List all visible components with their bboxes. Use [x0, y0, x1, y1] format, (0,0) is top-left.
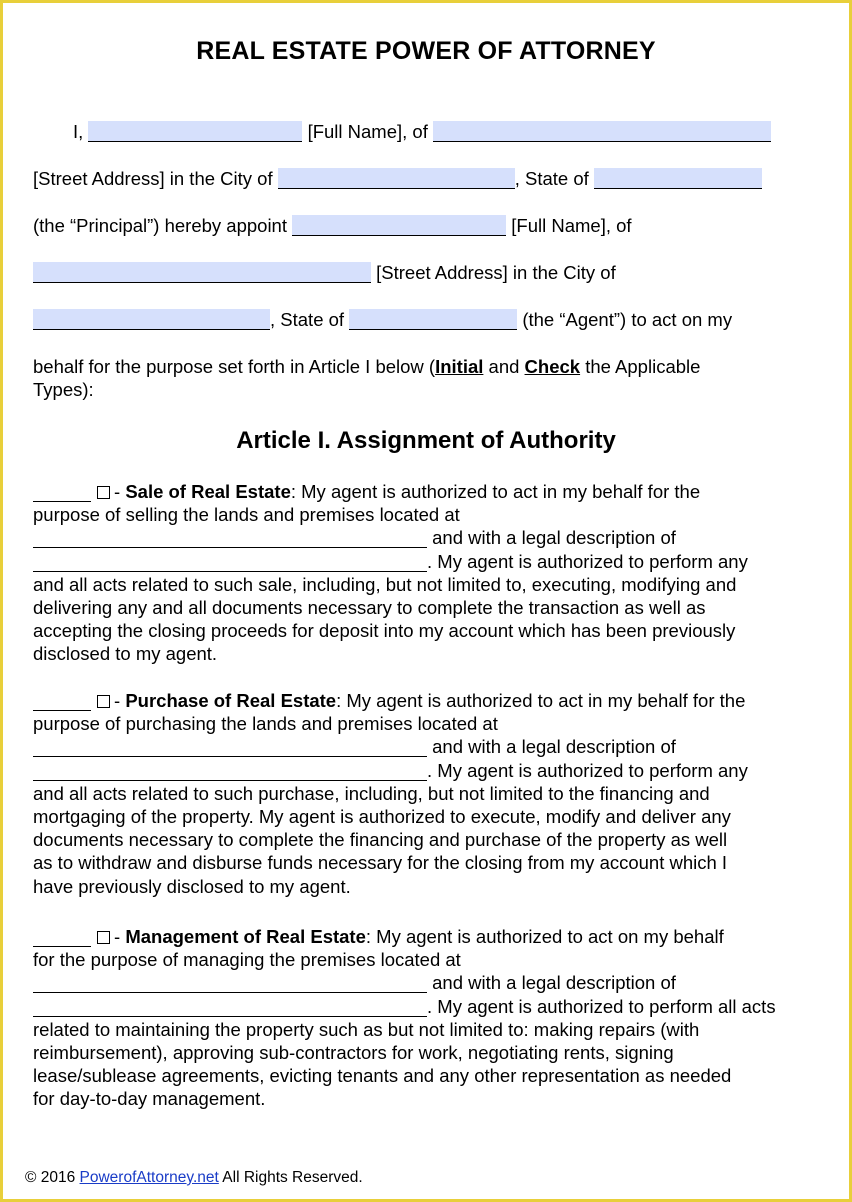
section-purchase: - Purchase of Real Estate: My agent is authorized to act in my behalf for the purpose of purchasing the lands and premises located at and with a legal description of . My agent is authorized to perform any and all acts related to such purchase, including, but not limited to the financing and mortgaging of the property. My agent is authorized to execute, modify and deliver any documents necessary to complete the financing and purchase of the property as well as to withdraw and disburse funds necessary for the closing from my account which I have previously disclosed to my agent. — [33, 690, 748, 897]
document-title: REAL ESTATE POWER OF ATTORNEY — [196, 37, 656, 65]
article-heading: Article I. Assignment of Authority — [236, 427, 616, 454]
sale-location-field[interactable] — [33, 527, 427, 548]
intro-line-7: Types): — [33, 379, 94, 400]
management-legal-description-field[interactable] — [33, 996, 427, 1017]
section-management: - Management of Real Estate: My agent is authorized to act on my behalf for the purpose of managing the premises located at and with a legal description of . My agent is authorized to perform all acts related to maintaining the property such as but not limited to: making repairs (with reimbursement), approving sub-contractors for work, negotiating rents, signing lease/sublease agreements, evicting tenants and any other representation as needed for day-to-day management. — [33, 926, 776, 1110]
intro-line-1: I, [Full Name], of — [73, 120, 771, 143]
management-location-field[interactable] — [33, 972, 427, 993]
agent-state-field[interactable] — [349, 309, 517, 330]
purchase-location-field[interactable] — [33, 736, 427, 757]
management-initial-field[interactable] — [33, 926, 91, 947]
principal-name-field[interactable] — [88, 121, 302, 142]
intro-line-5: , State of (the “Agent”) to act on my — [33, 308, 732, 331]
agent-address-field[interactable] — [33, 262, 371, 283]
sale-initial-field[interactable] — [33, 481, 91, 502]
principal-city-field[interactable] — [278, 168, 515, 189]
intro-line-6: behalf for the purpose set forth in Article I below (Initial and Check the Applicable — [33, 356, 701, 377]
agent-city-field[interactable] — [33, 309, 270, 330]
intro-line-3: (the “Principal”) hereby appoint [Full Name], of — [33, 215, 632, 236]
agent-name-field[interactable] — [292, 215, 506, 236]
purchase-legal-description-field[interactable] — [33, 760, 427, 781]
sale-checkbox[interactable] — [97, 486, 110, 499]
purchase-initial-field[interactable] — [33, 690, 91, 711]
intro-line-2: [Street Address] in the City of , State of — [33, 167, 762, 190]
principal-address-field[interactable] — [433, 121, 771, 142]
sale-legal-description-field[interactable] — [33, 551, 427, 572]
footer-link[interactable]: PowerofAttorney.net — [79, 1169, 219, 1186]
purchase-checkbox[interactable] — [97, 695, 110, 708]
section-sale: - Sale of Real Estate: My agent is authorized to act in my behalf for the purpose of selling the lands and premises located at and with a legal description of . My agent is authorized to perform any and all acts related to such sale, including, but not limited to, executing, modifying and delivering any and all documents necessary to complete the transaction as well as accepting the closing proceeds for deposit into my account which has been previously disclosed to my agent. — [33, 481, 748, 665]
management-checkbox[interactable] — [97, 931, 110, 944]
footer: © 2016 PowerofAttorney.net All Rights Reserved. — [25, 1169, 363, 1186]
intro-line-4: [Street Address] in the City of — [33, 261, 616, 284]
principal-state-field[interactable] — [594, 168, 762, 189]
